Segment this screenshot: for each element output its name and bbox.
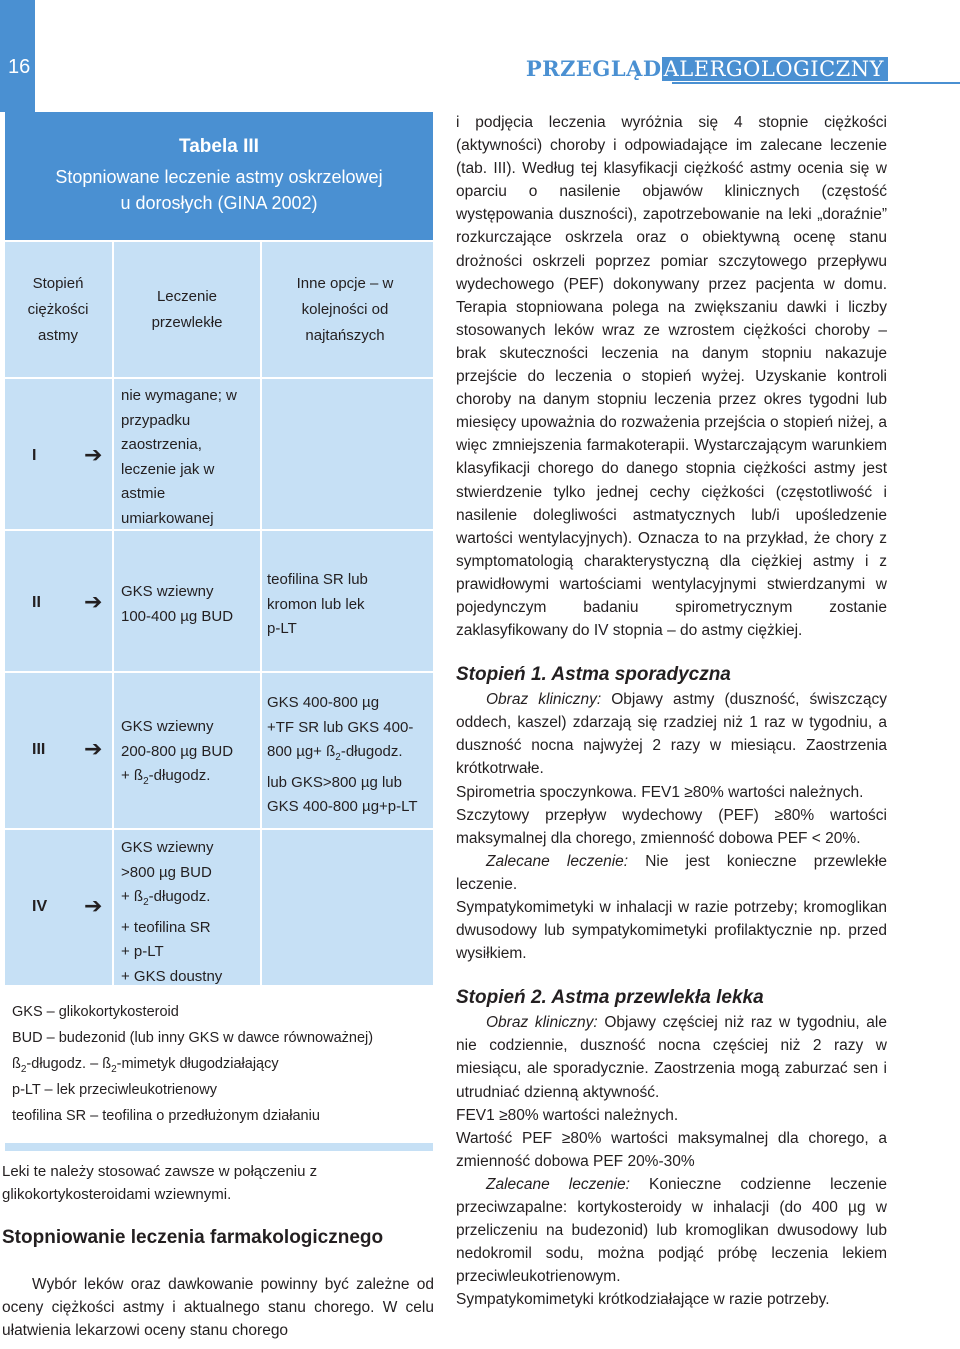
step-label-2: II: [32, 594, 41, 611]
step-2-fev1: FEV1 ≥80% wartości należnych.: [456, 1106, 679, 1124]
step-2-clinical: Obraz kliniczny: Objawy częściej niż raz w tygodniu, ale nie codziennie, duszność nocna częściej niż 2 razy w miesiącu, ale sporadycznie. Zaostrzenia mogą zaburzać sen i utrudniać dzienną aktywność.: [456, 1014, 887, 1101]
chronic-treatment-step-4: GKS wziewny >800 µg BUD + $ß_2$-długodz. + teofilina SR + p-LT + GKS doustny: [121, 839, 223, 985]
step-label-4: IV: [32, 898, 48, 915]
step-label-1: I: [32, 447, 37, 464]
journal-title-part1: PRZEGLĄD: [525, 56, 662, 81]
journal-title-part2: ALERGOLOGICZNY: [662, 57, 888, 81]
arrow-right-icon: ➔: [84, 442, 103, 467]
step-1-treatment: Zalecane leczenie: Nie jest konieczne przewlekłe leczenie.: [456, 852, 888, 893]
chronic-treatment-step-3: GKS wziewny 200-800 µg BUD + $ß_2$-długodz.: [121, 718, 234, 787]
table-note: Leki te należy stosować zawsze w połączeniu z glikokortykosteroidami wziewnymi.: [2, 1163, 318, 1203]
step-1-clinical: Obraz kliniczny: Objawy astmy (duszność, świszczący oddech, kaszel) zdarzają się rzadziej niż 1 raz w tygodniu, a duszność nocna najwyżej 2 razy w miesiącu. Zaostrzenia krótkotrwałe.: [456, 691, 887, 778]
step-1-pef: Szczytowy przepływ wydechowy (PEF) ≥80% wartości maksymalnej dla chorego, zmienność dobowa PEF < 20%.: [456, 806, 887, 847]
section-heading: Stopniowanie leczenia farmakologicznego: [2, 1227, 384, 1248]
table-title-line1: Stopniowane leczenie astmy oskrzelowej: [55, 167, 383, 187]
legend-plt: p-LT – lek przeciwleukotrienowy: [12, 1082, 217, 1098]
step-1-symp: Sympatykomimetyki w inhalacji w razie potrzeby; kromoglikan dwusodowy lub sympatykomimetyki profilaktycznie np. przed wysiłkiem.: [456, 899, 887, 963]
step-2-heading: Stopień 2. Astma przewlekła lekka: [456, 987, 764, 1009]
arrow-right-icon: ➔: [84, 893, 103, 918]
journal-title: [526, 56, 888, 81]
step-label-3: III: [32, 741, 46, 758]
column-divider-2: [260, 242, 262, 985]
header-rule: [672, 82, 960, 84]
chronic-treatment-step-1: nie wymagane; w przypadku zaostrzenia, leczenie jak w astmie umiarkowanej: [121, 387, 237, 527]
legend-beta2: $ß_2$-długodz. – $ß_2$-mimetyk długodziałający: [12, 1056, 279, 1075]
page-number-tab: [0, 0, 35, 112]
step-2-treatment: Zalecane leczenie: Konieczne codzienne leczenie przeciwzapalne: kortykosteroidy w inhalacji (do 400 µg w przeliczeniu na budezonid) lub kromoglikan dwusodowy lub nedokromil sodu, można podjąć próbę leczenia lekiem przeciwleukotrienowym.: [456, 1175, 888, 1286]
page-number: 16: [8, 56, 31, 78]
legend-gks: GKS – glikokortykosteroid: [12, 1004, 179, 1020]
table-title-block: [5, 112, 433, 240]
table-title-line2: u dorosłych (GINA 2002): [120, 193, 318, 213]
right-column: [456, 111, 887, 1312]
other-options-step-2: teofilina SR lub kromon lub lek p-LT: [267, 571, 368, 637]
legend-bud: BUD – budezonid (lub inny GKS w dawce równoważnej): [12, 1030, 374, 1046]
column-divider-1: [112, 242, 114, 985]
step-2-pef: Wartość PEF ≥80% wartości maksymalnej dla chorego, a zmienność dobowa PEF 20%-30%: [456, 1129, 887, 1170]
arrow-right-icon: ➔: [84, 589, 103, 614]
legend-rule: [5, 1143, 433, 1151]
step-1-spirometry: Spirometria spoczynkowa. FEV1 ≥80% wartości należnych.: [456, 783, 864, 801]
left-body-text: Wybór leków oraz dawkowanie powinny być zależne od oceny ciężkości astmy i aktualnego stanu chorego. W celu ułatwienia lekarzowi oceny stanu chorego: [2, 1276, 434, 1339]
column-header-chronic: Leczenie przewlekłe: [151, 288, 223, 331]
legend-teofilina: teofilina SR – teofilina o przedłużonym działaniu: [12, 1108, 320, 1124]
step-1-heading: Stopień 1. Astma sporadyczna: [456, 664, 731, 686]
table-label: Tabela III: [179, 136, 259, 157]
column-header-step: Stopień ciężkości astmy: [27, 275, 89, 344]
other-options-step-3: GKS 400-800 µg +TF SR lub GKS 400- 800 $\mu g+ ß_2$-długodz. lub GKS>800 µg lub GKS 400-800 µg+p-LT: [267, 694, 418, 815]
chronic-treatment-step-2: GKS wziewny 100-400 µg BUD: [121, 583, 234, 625]
column-header-other: Inne opcje – w kolejności od najtańszych: [296, 275, 394, 344]
arrow-right-icon: ➔: [84, 736, 103, 761]
step-2-symp: Sympatykomimetyki krótkodziałające w razie potrzeby.: [456, 1291, 830, 1309]
intro-paragraph: i podjęcia leczenia wyróżnia się 4 stopnie ciężkości (aktywności) choroby i odpowiadające im zalecane leczenie (tab. III). Według tej klasyfikacji ciężkość astmy ocenia się w oparciu o nasilenie objawów klinicznych (częstość występowania duszności), zapotrzebowanie na leki „doraźnie” rozkurczające oskrzela oraz o obiektywną ocenę stanu drożności oskrzeli poprzez pomiar szczytowego przepływu wydechowego (PEF) dokonywany przez pacjenta w domu. Terapia stopniowana polega na zwiększaniu dawki i liczby stosowanych leków wraz ze wzrostem ciężkości choroby – brak skuteczności leczenia na danym stopniu nakazuje przejście do leczenia o stopień wyżej. Uzyskanie kontroli choroby na danym stopniu leczenia przez okres tygodni lub miesięcy upoważnia do rozważenia przejścia o stopień niżej, a więc zmniejszenia farmakoterapii. Wystarczającym warunkiem klasyfikacji chorego do danego stopnia ciężkości astmy jest stwierdzenie tylko jednej cechy ciężkości (częstotliwość i nasilenie dolegliwości astmatycznych lub/i upośledzenie wartości wentylacyjnych). Oznacza to na przykład, że chory z symptomatologią charakterystyczną dla ciężkiej astmy i z prawidłowymi wartościami wentylacyjnymi stwierdzanymi w pojedynczym badaniu spirometrycznym zostanie zaklasyfikowany do IV stopnia – do astmy ciężkiej.: [456, 114, 887, 640]
